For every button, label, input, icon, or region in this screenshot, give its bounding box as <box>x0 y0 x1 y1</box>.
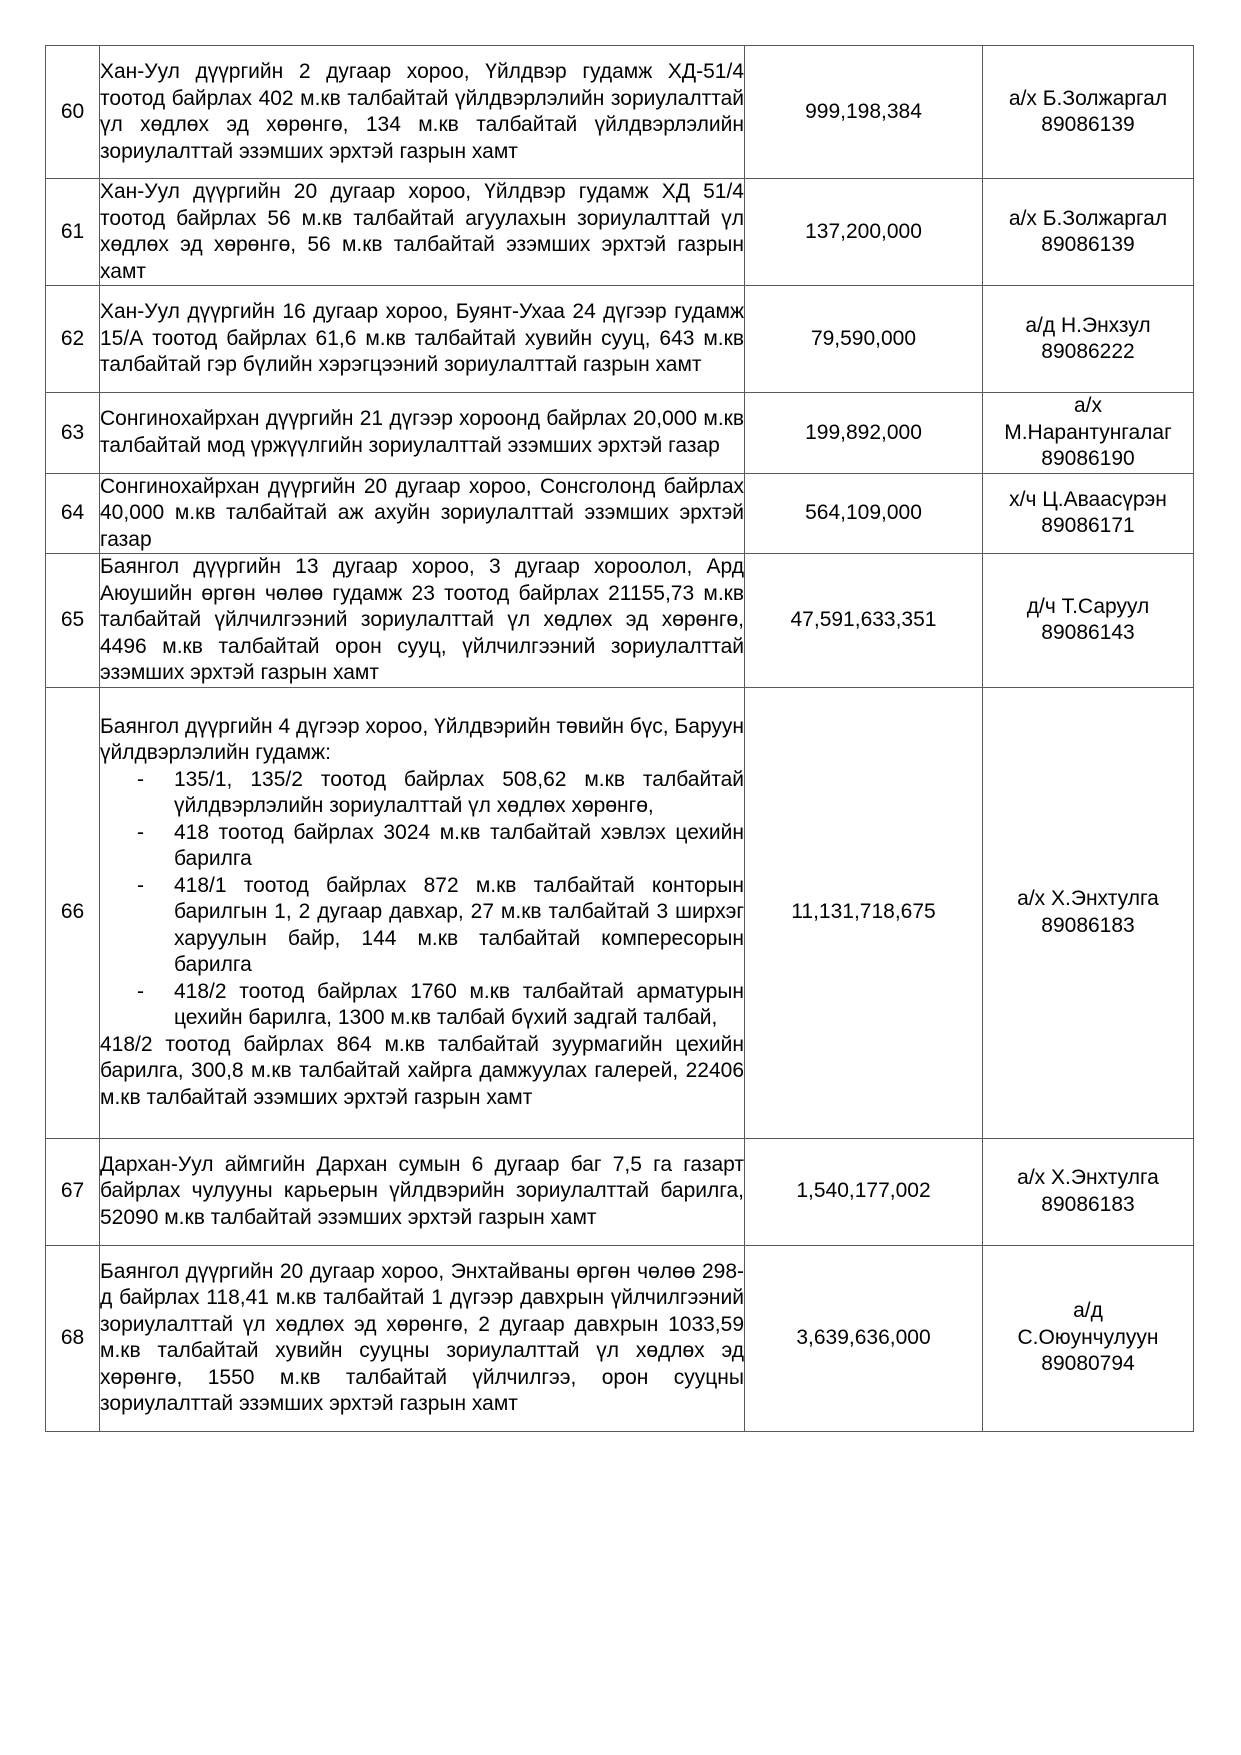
contact-cell <box>983 687 1194 1138</box>
contact-role: а/х <box>1073 394 1102 417</box>
row-number: 61 <box>46 179 100 286</box>
property-item-list <box>100 767 744 1032</box>
table-row <box>46 286 1194 393</box>
row-number: 68 <box>46 1245 100 1431</box>
property-description <box>100 687 745 1138</box>
contact-name: х/ч Ц.Аваасүрэн <box>1009 487 1167 511</box>
property-price: 79,590,000 <box>745 286 983 393</box>
contact-phone: 89086139 <box>1041 113 1135 136</box>
list-item-text: 418 тоотод байрлах 3024 м.кв талбайтай хэвлэх цехийн барилга <box>174 820 744 871</box>
contact-name: а/х Х.Энхтулга <box>1017 1166 1159 1189</box>
property-price: 999,198,384 <box>745 46 983 179</box>
contact-phone: 89086222 <box>1041 340 1135 363</box>
contact-phone: 89086183 <box>1041 913 1135 937</box>
row-number: 67 <box>46 1138 100 1245</box>
list-item: - 418 тоотод байрлах 3024 м.кв талбайтай хэвлэх цехийн барилга <box>137 820 744 871</box>
property-description: Дархан-Уул аймгийн Дархан сумын 6 дугаар баг 7,5 га газарт байрлах чулууны карьерын үйлдвэрийн зориулалттай барилга, 52090 м.кв талбайтай эзэмших эрхтэй газрын хамт <box>100 1138 745 1245</box>
list-item-text: 418/2 тоотод байрлах 1760 м.кв талбайтай арматурын цехийн барилга, 1300 м.кв талбай бүхий задгай талбай, <box>174 979 744 1030</box>
contact-name: М.Нарантунгалаг <box>1004 420 1172 444</box>
property-description: Сонгинохайрхан дүүргийн 20 дугаар хороо, Сонсголонд байрлах 40,000 м.кв талбайтай аж ахуйн зориулалттай эзэмших эрхтэй газар <box>100 473 745 554</box>
property-description: Хан-Уул дүүргийн 20 дугаар хороо, Үйлдвэр гудамж ХД 51/4 тоотод байрлах 56 м.кв талбайтай агуулахын зориулалттай үл хөдлөх эд хөрөнгө, 56 м.кв талбайтай эзэмших эрхтэй газрын хамт <box>100 179 745 286</box>
row-number: 65 <box>46 554 100 688</box>
list-item-text: 135/1, 135/2 тоотод байрлах 508,62 м.кв талбайтай үйлдвэрлэлийн зориулалттай үл хөдлөх хөрөнгө, <box>174 767 744 818</box>
contact-phone: 89086171 <box>1041 514 1135 538</box>
list-item-text: 418/1 тоотод байрлах 872 м.кв талбайтай конторын барилгын 1, 2 дугаар давхар, 27 м.кв талбайтай 3 ширхэг харуулын байр, 144 м.кв талбайтай компересорын барилга <box>174 873 744 977</box>
property-price: 564,109,000 <box>745 473 983 554</box>
contact-cell <box>983 393 1194 474</box>
contact-cell <box>983 1138 1194 1245</box>
contact-name: а/х Х.Энхтулга <box>1017 887 1159 910</box>
row-number: 66 <box>46 687 100 1138</box>
contact-name: д/ч Т.Саруул <box>1026 594 1150 618</box>
contact-phone: 89080794 <box>1041 1352 1135 1376</box>
property-price: 1,540,177,002 <box>745 1138 983 1245</box>
list-item: - 135/1, 135/2 тоотод байрлах 508,62 м.кв талбайтай үйлдвэрлэлийн зориулалттай үл хөдлөх хөрөнгө, <box>137 767 744 818</box>
list-item: - 418/1 тоотод байрлах 872 м.кв талбайтай конторын барилгын 1, 2 дугаар давхар, 27 м.кв талбайтай 3 ширхэг харуулын байр, 144 м.кв талбайтай компересорын барилга <box>137 873 744 977</box>
row-number: 63 <box>46 393 100 474</box>
contact-cell <box>983 473 1194 554</box>
contact-phone: 89086183 <box>1041 1192 1135 1216</box>
property-price: 11,131,718,675 <box>745 687 983 1138</box>
description-intro: Баянгол дүүргийн 4 дүгээр хороо, Үйлдвэрийн төвийн бүс, Баруун үйлдвэрлэлийн гудамж: <box>100 714 744 765</box>
contact-role: а/д <box>1073 1299 1103 1323</box>
property-list-table <box>45 45 1194 1432</box>
table-row <box>46 179 1194 286</box>
table-row <box>46 554 1194 688</box>
row-number: 64 <box>46 473 100 554</box>
property-price: 47,591,633,351 <box>745 554 983 688</box>
contact-name: а/х Б.Золжаргал <box>1008 86 1168 110</box>
property-description: Сонгинохайрхан дүүргийн 21 дүгээр хороонд байрлах 20,000 м.кв талбайтай мод үржүүлгийн зориулалттай эзэмших эрхтэй газар <box>100 393 745 474</box>
property-price: 199,892,000 <box>745 393 983 474</box>
table-row <box>46 687 1194 1138</box>
list-item: - 418/2 тоотод байрлах 1760 м.кв талбайтай арматурын цехийн барилга, 1300 м.кв талбай бүхий задгай талбай, <box>137 979 744 1030</box>
contact-phone: 89086143 <box>1041 621 1135 645</box>
table-row <box>46 473 1194 554</box>
contact-cell <box>983 554 1194 688</box>
row-number: 62 <box>46 286 100 393</box>
contact-name: а/х Б.Золжаргал <box>1008 206 1168 230</box>
property-price: 3,639,636,000 <box>745 1245 983 1431</box>
contact-cell <box>983 286 1194 393</box>
table-row <box>46 393 1194 474</box>
property-description: Хан-Уул дүүргийн 16 дугаар хороо, Буянт-Ухаа 24 дүгээр гудамж 15/А тоотод байрлах 61,6 м.кв талбайтай хувийн сууц, 643 м.кв талбайтай гэр бүлийн хэрэгцээний зориулалттай газрын хамт <box>100 286 745 393</box>
table-row <box>46 1138 1194 1245</box>
contact-name: а/д Н.Энхзул <box>1025 313 1151 337</box>
contact-cell <box>983 46 1194 179</box>
contact-phone: 89086139 <box>1041 233 1135 256</box>
contact-cell <box>983 1245 1194 1431</box>
table-row <box>46 1245 1194 1431</box>
contact-cell <box>983 179 1194 286</box>
contact-name: С.Оюунчулуун <box>1017 1325 1159 1349</box>
description-outro: 418/2 тоотод байрлах 864 м.кв талбайтай зуурмагийн цехийн барилга, 300,8 м.кв талбайтай хайрга дамжуулах галерей, 22406 м.кв талбайтай эзэмших эрхтэй газрын хамт <box>100 1032 744 1109</box>
property-description: Баянгол дүүргийн 20 дугаар хороо, Энхтайваны өргөн чөлөө 298-д байрлах 118,41 м.кв талбайтай 1 дүгээр давхрын үйлчилгээний зориулалттай үл хөдлөх эд хөрөнгө, 2 дугаар давхрын 1033,59 м.кв талбайтай хувийн сууцны зориулалттай үл хөдлөх эд хөрөнгө, 1550 м.кв талбайтай үйлчилгээ, орон сууцны зориулалттай эзэмших эрхтэй газрын хамт <box>100 1245 745 1431</box>
property-description: Хан-Уул дүүргийн 2 дугаар хороо, Үйлдвэр гудамж ХД-51/4 тоотод байрлах 402 м.кв талбайтай үйлдвэрлэлийн зориулалттай үл хөдлөх эд хөрөнгө, 134 м.кв талбайтай үйлдвэрлэлийн зориулалттай эзэмших эрхтэй газрын хамт <box>100 46 745 179</box>
contact-phone: 89086190 <box>1041 447 1135 470</box>
row-number: 60 <box>46 46 100 179</box>
property-price: 137,200,000 <box>745 179 983 286</box>
property-description: Баянгол дүүргийн 13 дугаар хороо, 3 дугаар хороолол, Ард Аюушийн өргөн чөлөө гудамж 23 тоотод байрлах 21155,73 м.кв талбайтай үйлчилгээний зориулалттай үл хөдлөх эд хөрөнгө, 4496 м.кв талбайтай орон сууц, үйлчилгээний зориулалттай эзэмших эрхтэй газрын хамт <box>100 554 745 688</box>
table-row <box>46 46 1194 179</box>
